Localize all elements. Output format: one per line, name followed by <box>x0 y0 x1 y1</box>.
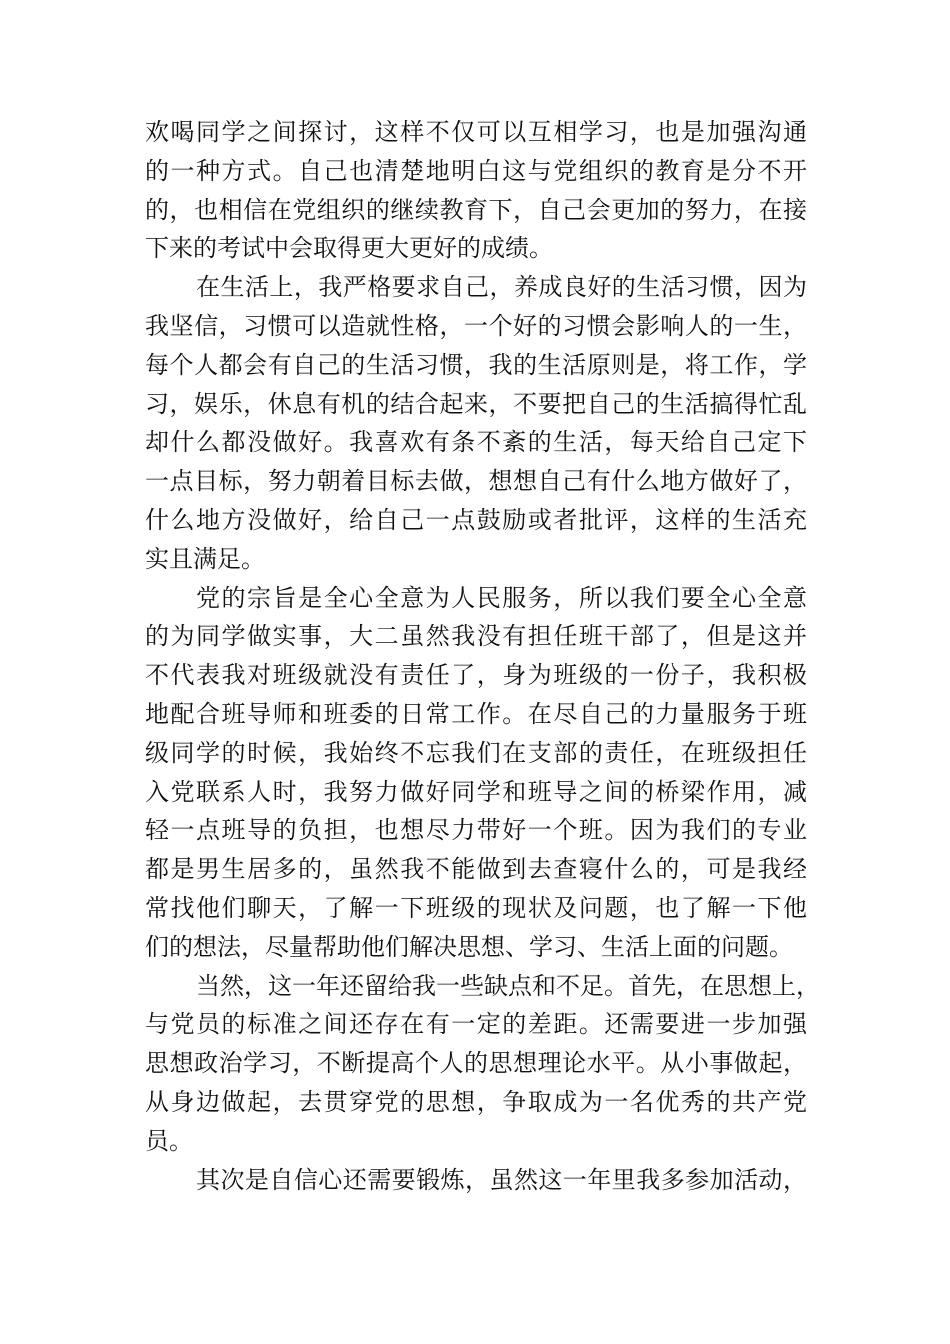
text-line: 其次是自信心还需要锻炼，虽然这一年里我多参加活动， <box>196 1165 807 1194</box>
text-line: 都是男生居多的，虽然我不能做到去查寝什么的，可是我经 <box>145 855 807 884</box>
text-line: 我坚信，习惯可以造就性格，一个好的习惯会影响人的一生， <box>145 311 807 340</box>
text-line: 什么地方没做好，给自己一点鼓励或者批评，这样的生活充 <box>145 505 807 534</box>
text-line: 不代表我对班级就没有责任了，身为班级的一份子，我积极 <box>145 661 807 690</box>
text-line: 员。 <box>145 1126 193 1155</box>
text-line: 常找他们聊天，了解一下班级的现状及问题，也了解一下他 <box>145 893 807 922</box>
text-line: 的，也相信在党组织的继续教育下，自己会更加的努力，在接 <box>145 195 807 224</box>
text-line: 们的想法，尽量帮助他们解决思想、学习、生活上面的问题。 <box>145 932 793 961</box>
text-line: 轻一点班导的负担，也想尽力带好一个班。因为我们的专业 <box>145 816 807 845</box>
text-line: 习，娱乐，休息有机的结合起来，不要把自己的生活搞得忙乱 <box>145 389 807 418</box>
text-line: 的为同学做实事，大二虽然我没有担任班干部了，但是这并 <box>145 622 807 651</box>
document-body <box>145 113 820 1199</box>
text-line: 从身边做起，去贯穿党的思想，争取成为一名优秀的共产党 <box>145 1087 807 1116</box>
text-line: 一点目标，努力朝着目标去做，想想自己有什么地方做好了， <box>145 467 807 496</box>
text-line: 与党员的标准之间还存在有一定的差距。还需要进一步加强 <box>145 1010 807 1039</box>
text-line: 当然，这一年还留给我一些缺点和不足。首先，在思想上， <box>196 971 820 1000</box>
text-line: 实且满足。 <box>145 544 265 573</box>
text-line: 下来的考试中会取得更大更好的成绩。 <box>145 234 553 263</box>
text-line: 思想政治学习，不断提高个人的思想理论水平。从小事做起， <box>145 1049 807 1078</box>
text-line: 在生活上，我严格要求自己，养成良好的生活习惯，因为 <box>196 273 807 302</box>
text-line: 欢喝同学之间探讨，这样不仅可以互相学习，也是加强沟通 <box>145 118 807 146</box>
text-line: 党的宗旨是全心全意为人民服务，所以我们要全心全意 <box>196 583 807 612</box>
text-line: 入党联系人时，我努力做好同学和班导之间的桥梁作用，减 <box>145 777 807 806</box>
text-line: 地配合班导师和班委的日常工作。在尽自己的力量服务于班 <box>145 699 807 728</box>
text-line: 级同学的时候，我始终不忘我们在支部的责任，在班级担任 <box>145 738 807 767</box>
text-line: 每个人都会有自己的生活习惯，我的生活原则是，将工作，学 <box>145 350 807 379</box>
text-line: 却什么都没做好。我喜欢有条不紊的生活，每天给自己定下 <box>145 428 807 457</box>
text-line: 的一种方式。自己也清楚地明白这与党组织的教育是分不开 <box>145 156 807 185</box>
